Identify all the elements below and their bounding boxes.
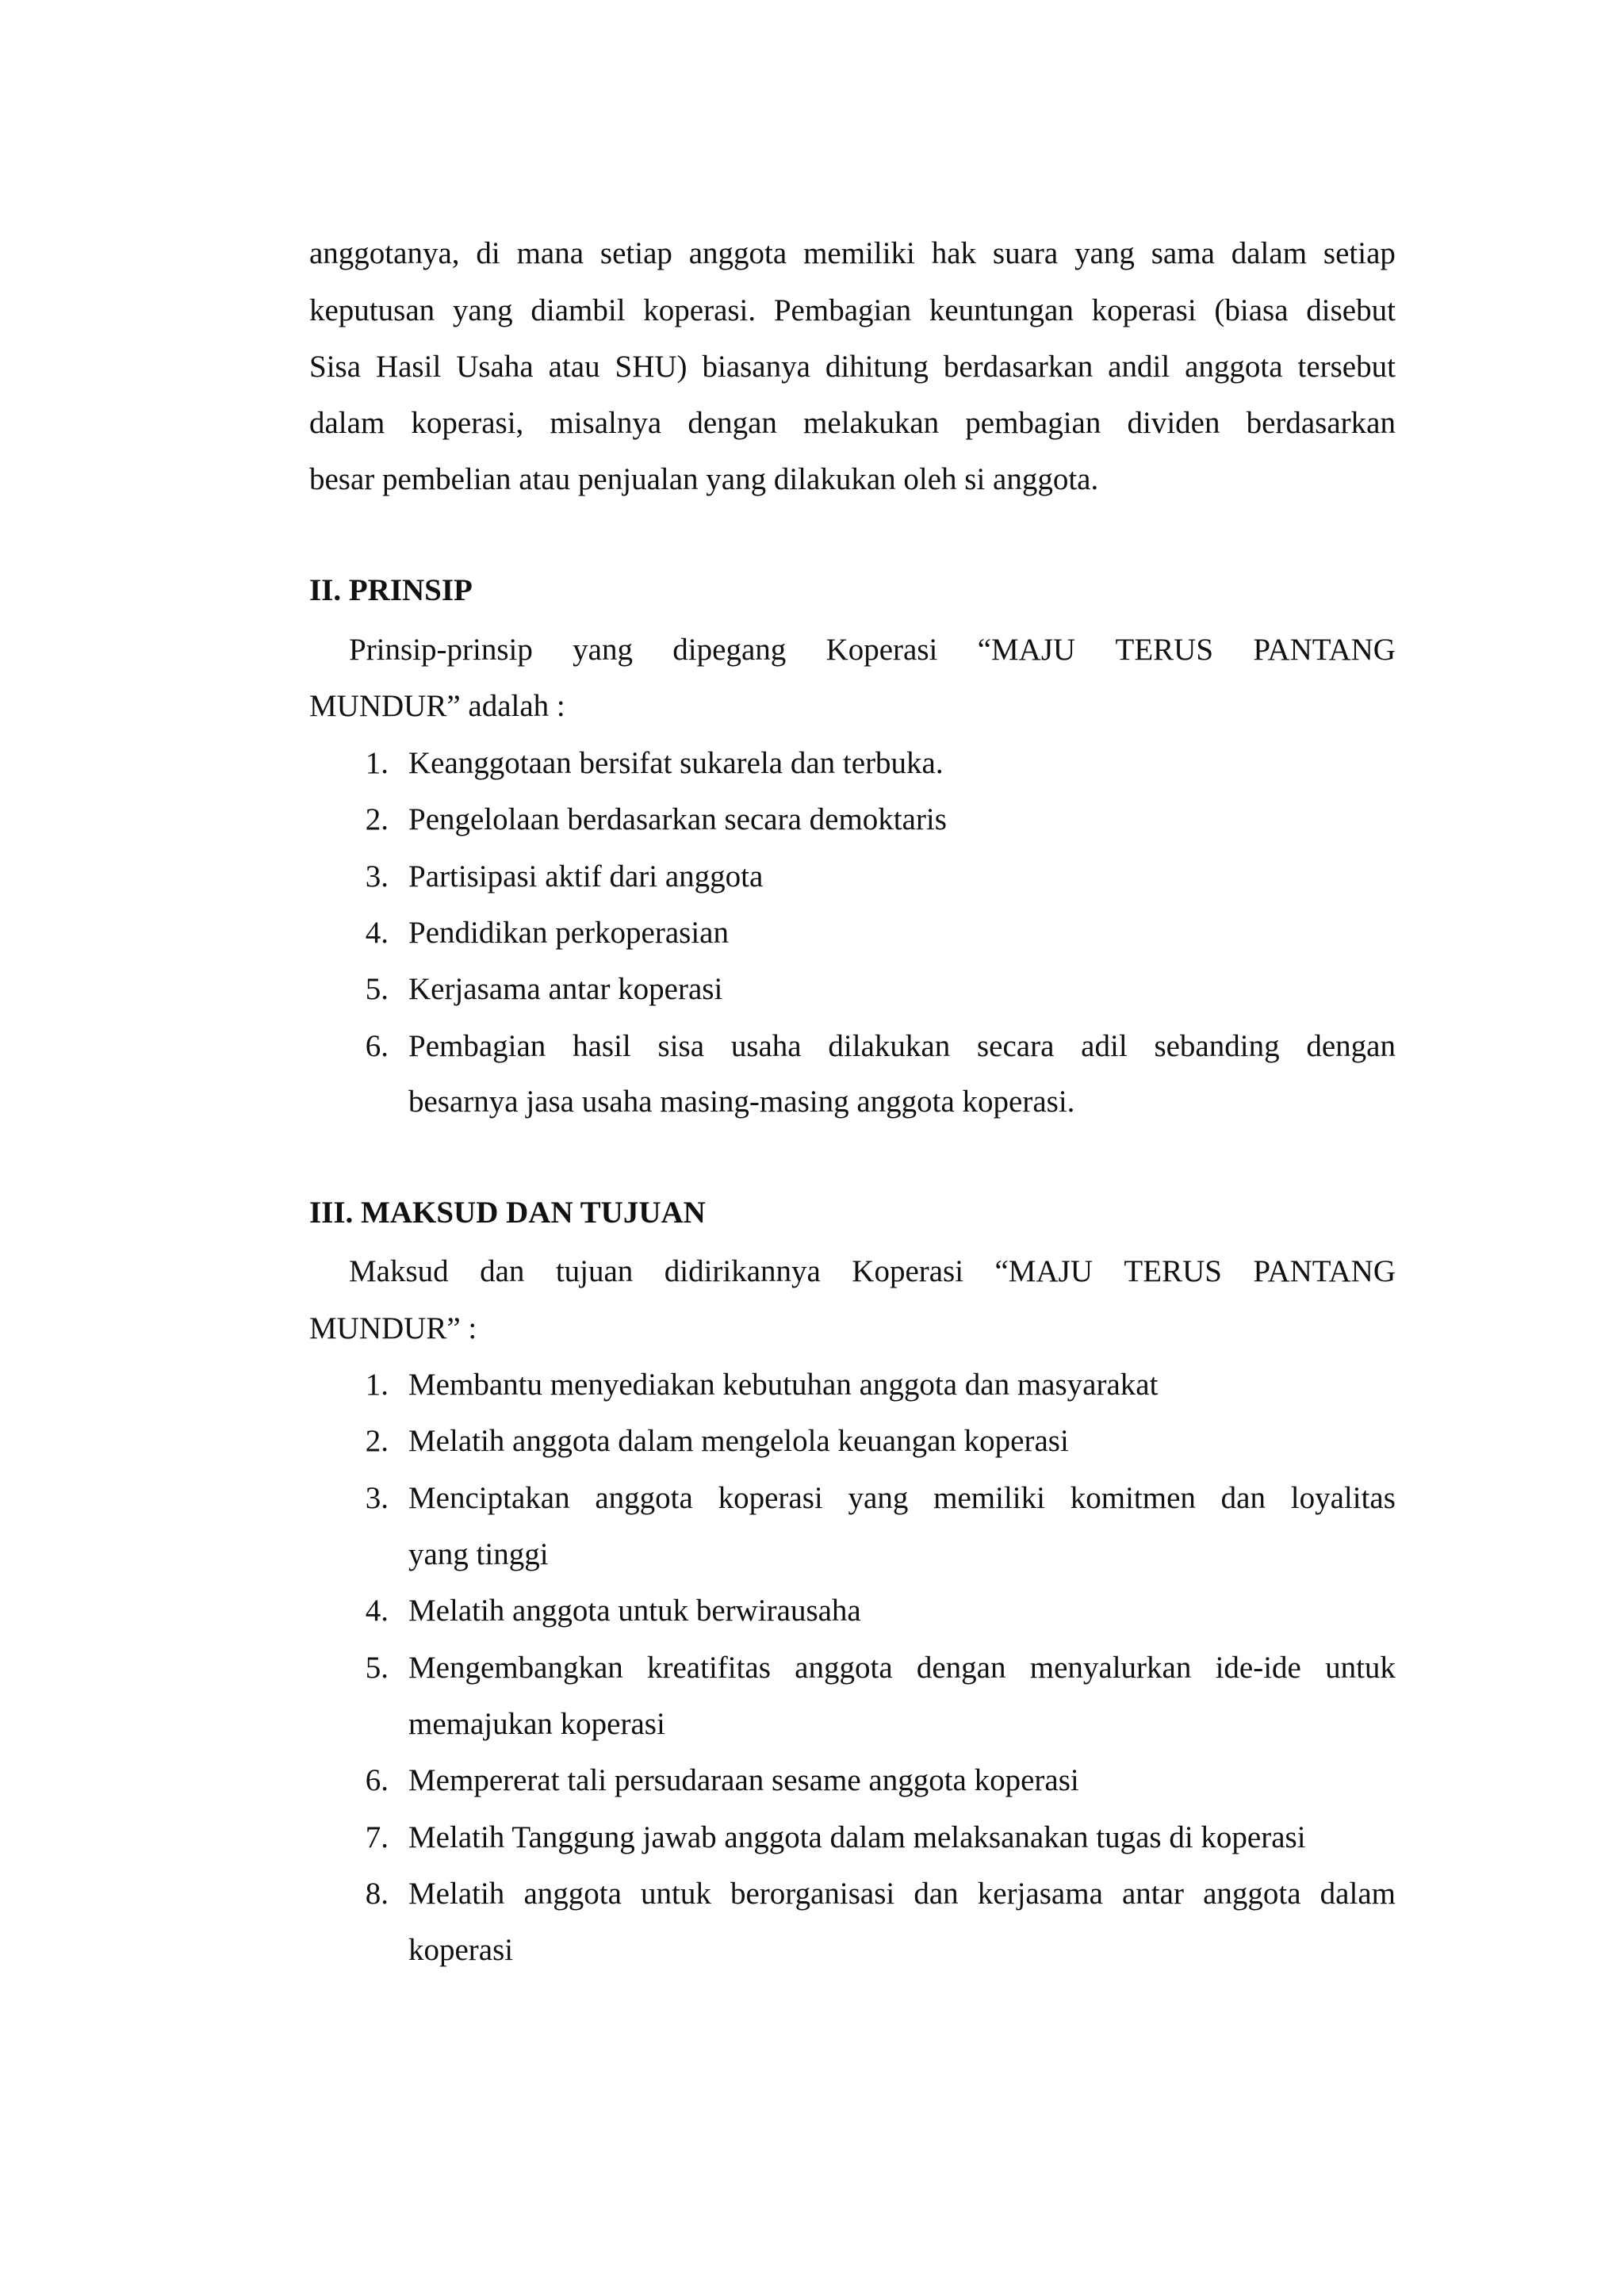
word: anggota <box>1185 350 1283 384</box>
word: dividen <box>1127 406 1220 440</box>
paragraph-line <box>309 408 1396 438</box>
word: menyalurkan <box>1029 1651 1192 1685</box>
maksud-intro-line <box>349 1256 1396 1287</box>
list-number: 7. <box>365 1820 389 1854</box>
word: Melatih <box>408 1877 505 1911</box>
word: kreatifitas <box>647 1651 771 1685</box>
word: biasanya <box>702 350 810 384</box>
word: hak <box>931 236 977 270</box>
word: suara <box>992 236 1059 270</box>
word: koperasi. <box>643 293 756 327</box>
word: koperasi <box>718 1481 823 1515</box>
word: secara <box>976 1029 1055 1063</box>
list-number: 2. <box>365 1424 389 1458</box>
word: anggota <box>595 1481 693 1515</box>
word: disebut <box>1306 293 1396 327</box>
word: yang <box>452 293 513 327</box>
word: memiliki <box>803 236 915 270</box>
section-heading-prinsip: II. PRINSIP <box>309 573 473 607</box>
list-number: 3. <box>365 1481 389 1515</box>
word: mana <box>516 236 584 270</box>
list-number: 4. <box>365 1594 389 1628</box>
word: atau <box>548 350 600 384</box>
word: anggotanya, <box>309 236 460 270</box>
word: Maksud <box>349 1254 449 1288</box>
word: dengan <box>688 406 777 440</box>
word: yang <box>1074 236 1135 270</box>
list-item: Melatih Tanggung jawab anggota dalam melaksanakan tugas di koperasi <box>408 1820 1306 1854</box>
list-item-continuation: koperasi <box>408 1933 514 1967</box>
list-number: 6. <box>365 1763 389 1797</box>
word: Prinsip-prinsip <box>349 633 533 667</box>
prinsip-intro-line-2: MUNDUR” adalah : <box>309 689 565 723</box>
word: untuk <box>641 1877 711 1911</box>
word: pembagian <box>965 406 1101 440</box>
list-item-continuation: memajukan koperasi <box>408 1707 665 1741</box>
paragraph-line <box>309 238 1396 269</box>
word: Pembagian <box>408 1029 546 1063</box>
list-number: 2. <box>365 802 389 836</box>
word: sama <box>1151 236 1215 270</box>
word: anggota <box>795 1651 893 1685</box>
list-number: 8. <box>365 1877 389 1911</box>
word: dalam <box>309 406 385 440</box>
list-item: Pengelolaan berdasarkan secara demoktaris <box>408 802 947 836</box>
word: di <box>476 236 500 270</box>
word: adil <box>1081 1029 1128 1063</box>
paragraph-last-line: besar pembelian atau penjualan yang dilakukan oleh si anggota. <box>309 462 1099 496</box>
word: untuk <box>1325 1651 1396 1685</box>
word: (biasa <box>1214 293 1289 327</box>
word: Usaha <box>456 350 534 384</box>
word: yang <box>848 1481 909 1515</box>
list-item <box>408 1878 1396 1909</box>
list-number: 6. <box>365 1029 389 1063</box>
list-item: Membantu menyediakan kebutuhan anggota dan masyarakat <box>408 1368 1159 1402</box>
word: setiap <box>1323 236 1396 270</box>
word: berorganisasi <box>730 1877 895 1911</box>
list-item <box>408 1652 1396 1683</box>
list-number: 1. <box>365 1368 389 1402</box>
word: sebanding <box>1154 1029 1280 1063</box>
list-item-continuation: besarnya jasa usaha masing-masing anggota koperasi. <box>408 1085 1075 1119</box>
word: misalnya <box>550 406 662 440</box>
word: Koperasi <box>825 633 938 667</box>
list-item <box>408 1483 1396 1513</box>
list-number: 3. <box>365 859 389 894</box>
word: komitmen <box>1070 1481 1196 1515</box>
word: “MAJU <box>977 633 1076 667</box>
word: tujuan <box>555 1254 634 1288</box>
word: anggota <box>1203 1877 1301 1911</box>
word: Sisa <box>309 350 362 384</box>
list-item-continuation: yang tinggi <box>408 1537 549 1571</box>
word: usaha <box>730 1029 802 1063</box>
list-number: 4. <box>365 916 389 950</box>
word: andil <box>1108 350 1170 384</box>
word: dihitung <box>825 350 929 384</box>
word: TERUS <box>1115 633 1214 667</box>
word: hasil <box>573 1029 631 1063</box>
word: berdasarkan <box>1246 406 1396 440</box>
word: keuntungan <box>929 293 1074 327</box>
list-number: 5. <box>365 1651 389 1685</box>
word: dan <box>1220 1481 1266 1515</box>
word: yang <box>573 633 633 667</box>
word: keputusan <box>309 293 435 327</box>
list-item: Pendidikan perkoperasian <box>408 916 729 950</box>
word: dan <box>914 1877 959 1911</box>
word: sisa <box>657 1029 705 1063</box>
word: kerjasama <box>977 1877 1103 1911</box>
word: dalam <box>1320 1877 1396 1911</box>
maksud-intro-line-2: MUNDUR” : <box>309 1311 477 1345</box>
paragraph-line <box>309 295 1396 326</box>
word: dilakukan <box>828 1029 951 1063</box>
word: loyalitas <box>1290 1481 1396 1515</box>
word: PANTANG <box>1253 633 1396 667</box>
word: ide-ide <box>1215 1651 1301 1685</box>
list-number: 5. <box>365 972 389 1006</box>
word: tersebut <box>1297 350 1396 384</box>
word: anggota <box>688 236 787 270</box>
word: Menciptakan <box>408 1481 570 1515</box>
word: Koperasi <box>852 1254 964 1288</box>
word: anggota <box>523 1877 622 1911</box>
word: “MAJU <box>994 1254 1093 1288</box>
section-heading-maksud-tujuan: III. MAKSUD DAN TUJUAN <box>309 1196 706 1230</box>
list-item: Kerjasama antar koperasi <box>408 972 723 1006</box>
word: dalam <box>1231 236 1308 270</box>
word: TERUS <box>1124 1254 1222 1288</box>
list-item: Keanggotaan bersifat sukarela dan terbuka. <box>408 746 944 780</box>
word: dengan <box>916 1651 1006 1685</box>
word: Hasil <box>375 350 442 384</box>
word: koperasi, <box>411 406 524 440</box>
word: PANTANG <box>1253 1254 1396 1288</box>
word: koperasi <box>1091 293 1197 327</box>
prinsip-intro-line <box>349 634 1396 665</box>
list-item <box>408 1031 1396 1062</box>
word: setiap <box>599 236 672 270</box>
list-number: 1. <box>365 746 389 780</box>
list-item: Partisipasi aktif dari anggota <box>408 859 764 894</box>
list-item: Melatih anggota untuk berwirausaha <box>408 1594 861 1628</box>
word: dipegang <box>672 633 787 667</box>
word: antar <box>1122 1877 1184 1911</box>
list-item: Mempererat tali persudaraan sesame anggota koperasi <box>408 1763 1079 1797</box>
paragraph-line <box>309 351 1396 382</box>
word: didirikannya <box>664 1254 821 1288</box>
word: SHU) <box>615 350 688 384</box>
word: Mengembangkan <box>408 1651 623 1685</box>
word: dan <box>480 1254 525 1288</box>
word: berdasarkan <box>943 350 1094 384</box>
word: melakukan <box>803 406 940 440</box>
list-item: Melatih anggota dalam mengelola keuangan koperasi <box>408 1424 1069 1458</box>
word: Pembagian <box>773 293 912 327</box>
word: diambil <box>530 293 626 327</box>
word: dengan <box>1306 1029 1396 1063</box>
word: memiliki <box>933 1481 1045 1515</box>
